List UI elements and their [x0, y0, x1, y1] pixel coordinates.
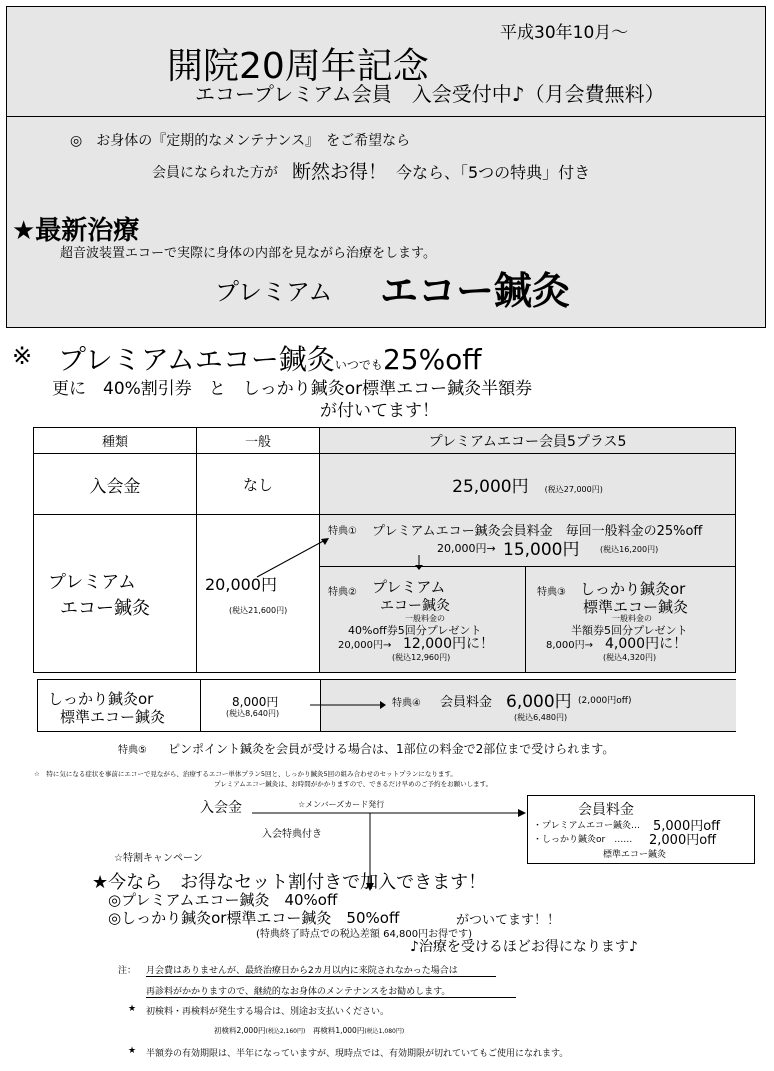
header-member: プレミアムエコー会員5プラス5 — [320, 428, 736, 454]
entry-fee-label: 入会金 — [34, 454, 197, 515]
footer-fee-text: 初検料・再検料が発生する場合は、別途お支払いください。 — [146, 1007, 390, 1017]
standard-divider-1 — [200, 679, 201, 732]
benefit-4-label: 特典④ — [392, 698, 421, 709]
member-fee-price-1: 5,000円off — [653, 819, 721, 834]
benefit-3-title-b: 標準エコー鍼灸 — [583, 598, 689, 616]
benefit-2-price-from: 20,000円→ — [338, 640, 392, 651]
member-fee-line-3: 標準エコー鍼灸 — [603, 850, 667, 860]
arrow-to-benefit-1 — [255, 525, 375, 605]
footer-first-visit-fee-tax: (税込2,160円) — [265, 1028, 306, 1035]
benefit-3-title-a: しっかり鍼灸or — [580, 580, 686, 598]
benefit-1-price-to: 15,000円 — [503, 540, 580, 560]
benefit-1-text: プレミアムエコー鍼灸会員料金 毎回一般料金の25%off — [372, 524, 703, 539]
benefit-2-price-to: 12,000円に！ — [403, 636, 494, 652]
standard-label-b: 標準エコー鍼灸 — [60, 708, 166, 726]
footer-revisit-fee-price: 再検料1,000円 — [312, 1026, 365, 1035]
standard-general-price: 8,000円 — [232, 695, 279, 709]
flow-card: ☆メンバーズカード発行 — [298, 800, 385, 809]
premium-echo-label-a: プレミアム — [48, 571, 137, 593]
set-offer-item-1: ◎プレミアムエコー鍼灸 40%off — [108, 891, 338, 909]
start-date: 平成30年10月～ — [500, 23, 629, 43]
set-offer-item-2-suffix: がついてます！！ — [456, 913, 561, 928]
five-benefits-line: 今なら、「5つの特典」付き — [396, 163, 591, 182]
benefit-2-label: 特典② — [328, 587, 357, 598]
benefit-4-text: 会員料金 — [440, 695, 493, 710]
promo-heading — [58, 338, 482, 378]
booking-note: プレミアムエコー鍼灸は、お時間がかかりますので、できるだけ早めのご予約をお願いします。 — [214, 780, 493, 788]
header-general: 一般 — [197, 428, 320, 454]
footer-note-label: 注： — [118, 966, 137, 976]
promo-heading-always: いつでも — [334, 358, 383, 372]
member-fee-title: 会員料金 — [578, 802, 634, 818]
set-offer-item-2: ◎しっかり鍼灸or標準エコー鍼灸 50%off — [108, 909, 400, 927]
entry-fee-general: なし — [197, 454, 320, 515]
footer-star-2: ★ — [128, 1046, 137, 1056]
footer-note-1: 月会費はありませんが、最終治療日から2カ月以内に来院されなかった場合は — [146, 966, 458, 976]
footer-star-1: ★ — [128, 1004, 137, 1014]
premium-echo-label-b: エコー鍼灸 — [60, 597, 150, 619]
benefit-1-tax: (税込16,200円) — [600, 545, 659, 554]
member-fee-line-1: ・プレミアムエコー鍼灸… — [533, 821, 641, 831]
benefit-2-title-a: プレミアム — [372, 578, 446, 596]
benefit-5-text: ピンポイント鍼灸を会員が受ける場合は、1部位の料金で2部位まで受けられます。 — [168, 742, 615, 756]
latest-treatment-heading: ★最新治療 — [12, 216, 140, 246]
flow-campaign: ☆特割キャンペーン — [114, 853, 203, 864]
promo-heading-discount: 25%off — [382, 343, 482, 376]
set-offer-heading: ★今なら お得なセット割付きで加入できます！ — [92, 872, 487, 893]
footer-first-visit-fee — [214, 1025, 404, 1036]
set-plan-note: ☆ 特に気になる症状を事前にエコーで見ながら、治療するエコー単体プラン5回と、しっかり鍼灸5回の組み合わせのセットプランになります。 — [34, 770, 457, 778]
premium-echo-general-tax: (税込21,600円) — [229, 605, 288, 615]
benefit-3-label: 特典③ — [537, 587, 566, 598]
premium-echo-label — [34, 515, 197, 673]
entry-fee-member-tax: (税込27,000円) — [544, 484, 603, 494]
promo-extra-coupons: 更に 40%割引券 と しっかり鍼灸or標準エコー鍼灸半額券 — [52, 379, 533, 399]
product-name-prefix: プレミアム — [215, 278, 333, 306]
benefit-3-price-from: 8,000円→ — [546, 640, 594, 651]
benefit-5-label: 特典⑤ — [118, 745, 147, 756]
member-benefit-lead: 会員になられた方が — [152, 165, 278, 181]
footer-first-visit-fee-price: 初検料2,000円 — [214, 1026, 266, 1035]
premium-echo-general-price: 20,000円 — [205, 574, 277, 594]
footer-expiry-note: 半額券の有効期限は、半年になっていますが、現時点では、有効期限が切れていてもご使用になれます。 — [146, 1049, 569, 1059]
promo-included: が付いてます！ — [320, 401, 439, 421]
standard-general-tax: (税込8,640円) — [226, 709, 280, 718]
table-header-row — [34, 428, 736, 454]
table-row-entry-fee — [34, 454, 736, 515]
ultrasound-description: 超音波装置エコーで実際に身体の内部を見ながら治療をします。 — [60, 246, 436, 261]
anniversary-title: 開院20周年記念 — [167, 46, 429, 87]
benefit-1-label: 特典① — [328, 526, 357, 537]
product-name: エコー鍼灸 — [380, 269, 571, 313]
banner-divider — [7, 116, 765, 117]
member-fee-line-2: ・しっかり鍼灸or …… — [533, 835, 633, 845]
maintenance-line: ◎ お身体の『定期的なメンテナンス』 をご希望なら — [70, 133, 411, 149]
footer-note-1-underline — [146, 976, 496, 977]
benefit-4-tax: (税込6,480円) — [514, 713, 568, 722]
membership-subtitle: エコープレミアム会員 入会受付中♪（月会費無料） — [195, 82, 665, 106]
flow-entry-bonus: 入会特典付き — [262, 829, 322, 840]
promo-heading-product: プレミアムエコー鍼灸 — [58, 343, 335, 376]
benefit-3-tax: (税込4,320円) — [603, 653, 657, 662]
arrow-to-benefit-2 — [412, 555, 426, 571]
entry-fee-member-price: 25,000円 — [452, 476, 529, 497]
benefit-4-price: 6,000円 — [506, 692, 572, 712]
set-offer-savings: (特典終了時点での税込差額 64,800円お得です) — [256, 929, 472, 940]
benefit-1-price-from: 20,000円→ — [437, 542, 496, 555]
flow-entry-fee: 入会金 — [200, 800, 242, 816]
standard-label-a: しっかり鍼灸or — [48, 690, 154, 708]
member-benefit-emphasis: 断然お得！ — [292, 161, 388, 183]
benefit-2-tax: (税込12,960円) — [392, 653, 451, 662]
benefit-2-text: 40%off券5回分プレゼント — [348, 624, 482, 637]
header-type: 種類 — [34, 428, 197, 454]
footer-note-2: 再診料がかかりますので、継続的なお身体のメンテナンスをお勧めします。 — [146, 987, 451, 997]
benefit-3-price-to: 4,000円に！ — [605, 636, 688, 652]
benefit-2-sub: 一般料金の — [405, 614, 445, 623]
reference-mark: ※ — [12, 342, 33, 370]
footer-note-2-underline — [146, 997, 516, 998]
member-fee-price-2: 2,000円off — [649, 833, 717, 848]
entry-fee-member — [320, 454, 736, 515]
benefit-2-title-b: エコー鍼灸 — [380, 598, 450, 614]
benefit-3-text: 半額券5回分プレゼント — [571, 624, 688, 637]
arrow-to-benefit-4 — [310, 698, 390, 712]
benefit-4-off: (2,000円off) — [578, 696, 632, 706]
footer-revisit-fee-tax: (税込1,080円) — [364, 1028, 405, 1035]
benefit-3-sub: 一般料金の — [612, 614, 652, 623]
set-offer-tagline: ♪治療を受けるほどお得になります♪ — [410, 939, 638, 955]
